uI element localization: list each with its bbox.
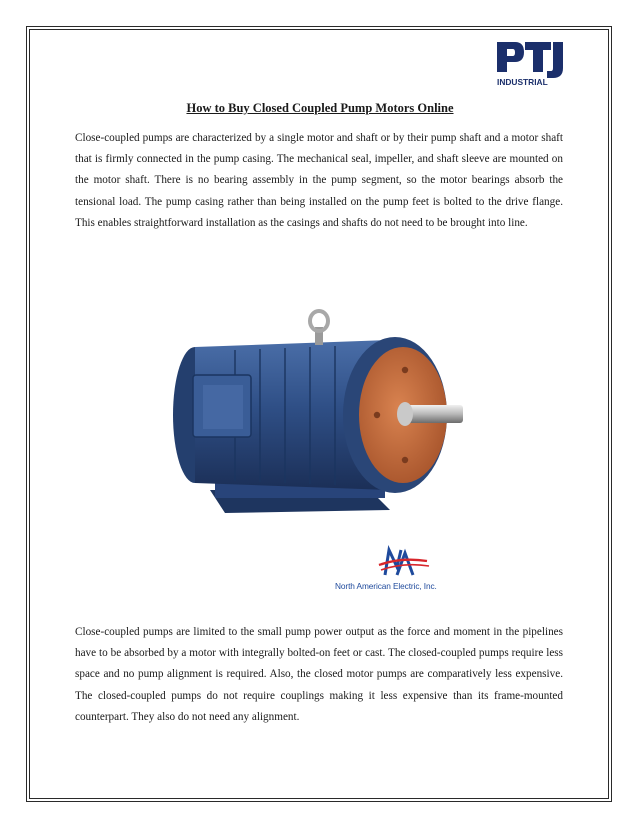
ptj-logo-subtext: INDUSTRIAL <box>497 77 548 87</box>
document-title-text: How to Buy Closed Coupled Pump Motors Online <box>186 101 454 115</box>
motor-image <box>165 305 465 530</box>
paragraph-intro: Close-coupled pumps are characterized by a single motor and shaft or by their pump shaft and a motor shaft that is firmly connected in the pump casing. The mechanical seal, impeller, and shaft sleeve are mounted on the motor shaft. There is no bearing assembly in the pump segment, so the motor bearings absorb the tensional load. The pump casing rather than being installed on the pump feet is bolted to the drive flange. This enables straightforward installation as the casings and shafts do not need to be brought into line. <box>75 132 563 229</box>
ptj-logo-mark <box>495 38 569 88</box>
ptj-industrial-logo <box>495 38 569 88</box>
nae-logo-text: North American Electric, Inc. <box>335 581 437 591</box>
nae-monogram-icon <box>335 545 471 581</box>
paragraph-limitations: Close-coupled pumps are limited to the small pump power output as the force and moment in the pipelines have to be absorbed by a motor with integrally bolted-on feet or cast. The closed-coupled pumps require less space and no pump alignment is required. Also, the closed motor pumps are comparatively less expensive. The closed-coupled pumps do not require couplings making it less expensive than its frame-mounted counterpart. They also do not need any alignment. <box>75 626 563 723</box>
document-title <box>60 101 580 116</box>
north-american-electric-logo <box>335 545 471 597</box>
